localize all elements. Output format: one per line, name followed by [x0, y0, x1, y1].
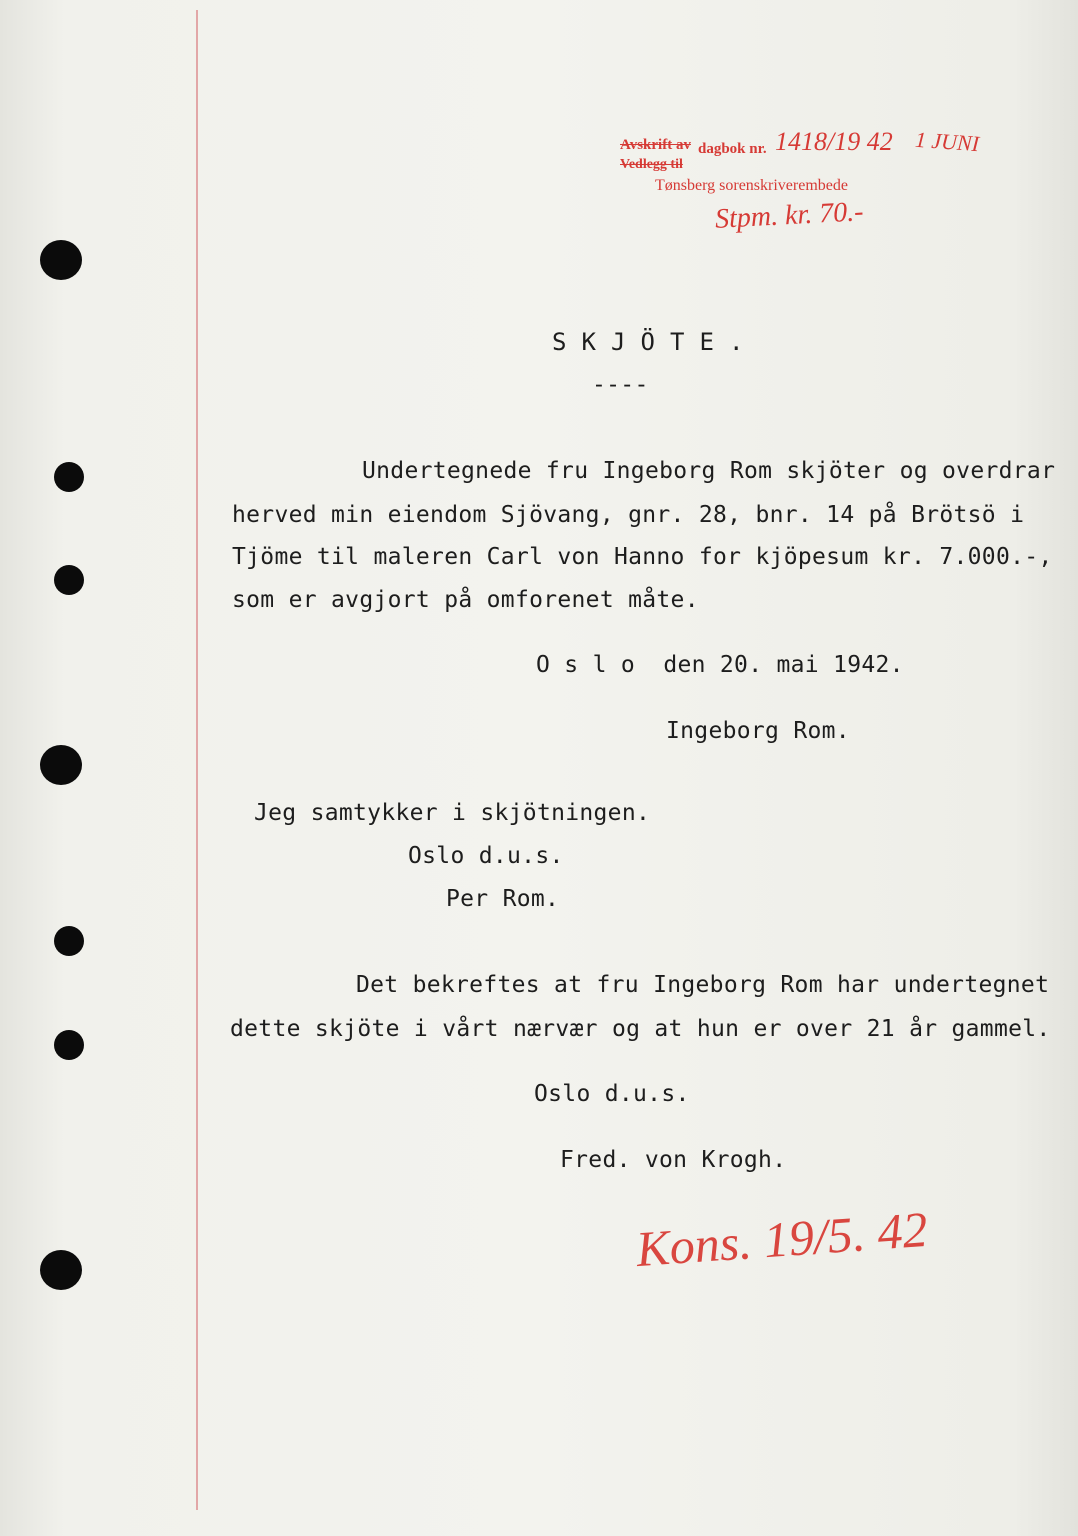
- stamp-date: 1 JUNI: [914, 126, 980, 157]
- handwritten-note: Kons. 19/5. 42: [634, 1200, 930, 1278]
- consent-place: Oslo d.u.s.: [408, 843, 564, 869]
- binder-hole: [54, 926, 84, 956]
- consent-line: Jeg samtykker i skjötningen.: [254, 800, 651, 826]
- place2: Oslo d.u.s.: [534, 1081, 690, 1107]
- paragraph1-line: som er avgjort på omforenet måte.: [232, 587, 699, 613]
- paragraph1-line: herved min eiendom Sjövang, gnr. 28, bnr. 14 på Brötsö i: [232, 502, 1025, 528]
- binder-hole: [40, 240, 82, 280]
- binder-hole: [40, 745, 82, 785]
- paragraph2-line: Det bekreftes at fru Ingeborg Rom har undertegnet: [356, 972, 1050, 998]
- binder-hole: [54, 565, 84, 595]
- signature-fred: Fred. von Krogh.: [560, 1147, 787, 1173]
- margin-line: [196, 10, 198, 1510]
- stamp-vedlegg: Vedlegg til: [620, 157, 683, 172]
- binder-hole: [54, 462, 84, 492]
- place-date: O s l o den 20. mai 1942.: [536, 652, 904, 678]
- paragraph1-line: Undertegnede fru Ingeborg Rom skjöter og overdrar: [362, 458, 1056, 484]
- title-rule: ----: [592, 372, 649, 398]
- stamp-avskrift: Avskrift av: [620, 137, 691, 153]
- paragraph2-line: dette skjöte i vårt nærvær og at hun er over 21 år gammel.: [230, 1016, 1051, 1042]
- stamp-dagbok-number: 1418/19 42: [775, 127, 893, 156]
- binder-hole: [54, 1030, 84, 1060]
- stamp-fee-note: Stpm. kr. 70.-: [714, 196, 865, 235]
- stamp-dagbok-label: dagbok nr.: [698, 141, 767, 157]
- registry-stamp: [620, 126, 1020, 245]
- paragraph1-line: Tjöme til maleren Carl von Hanno for kjöpesum kr. 7.000.-,: [232, 544, 1053, 570]
- document-title: S K J Ö T E .: [552, 328, 744, 356]
- signature-per: Per Rom.: [446, 886, 560, 912]
- binder-hole: [40, 1250, 82, 1290]
- signature-ingeborg: Ingeborg Rom.: [666, 718, 850, 744]
- stamp-office: Tønsberg sorenskriverembede: [655, 177, 848, 194]
